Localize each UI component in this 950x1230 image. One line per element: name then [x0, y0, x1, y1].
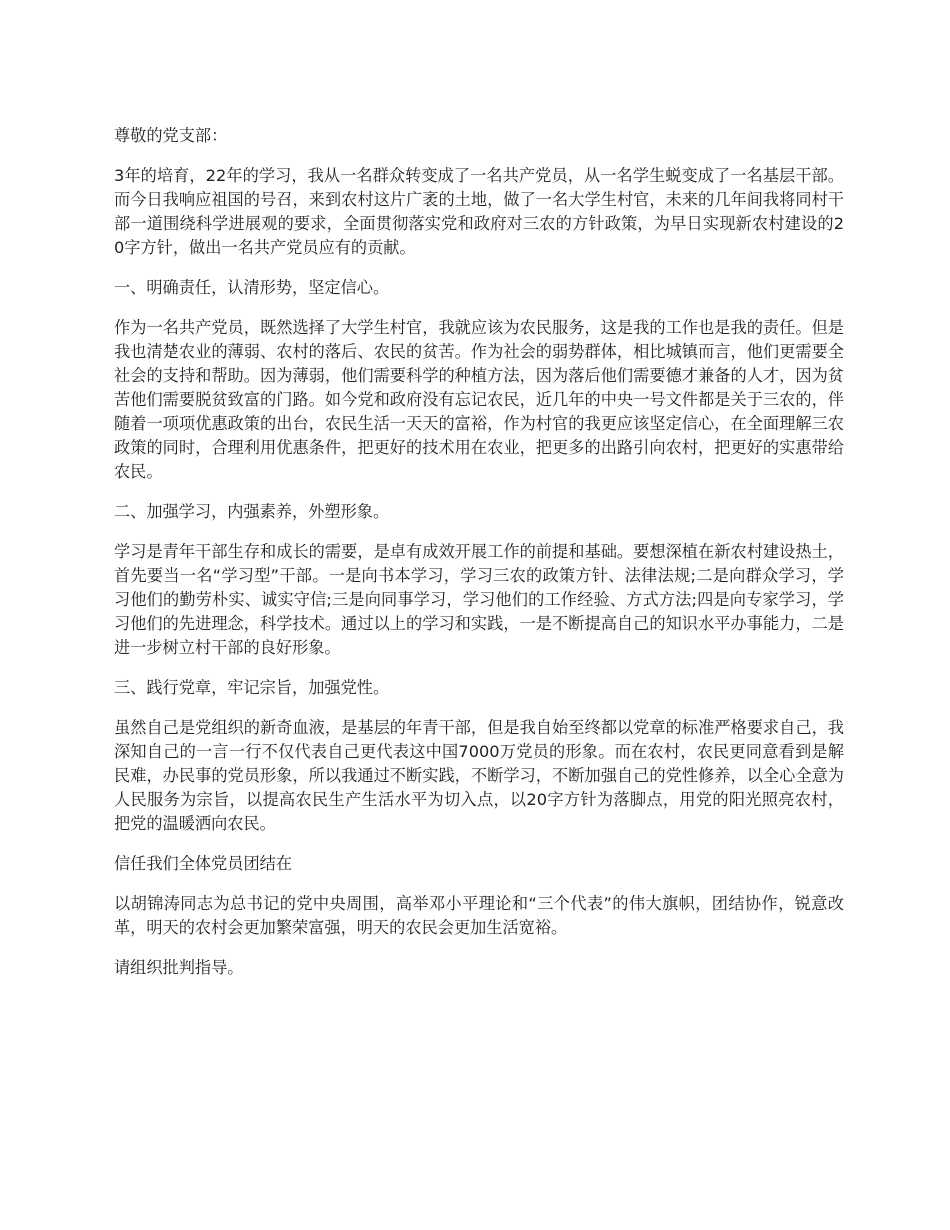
- section-3-paragraph: 虽然自己是党组织的新奇血液，是基层的年青干部，但是我自始至终都以党章的标准严格要求自己，我深知自己的一言一行不仅代表自己更代表这中国7000万党员的形象。而在农村，农民更同意看到是解民难，办民事的党员形象，所以我通过不断实践，不断学习，不断加强自己的党性修养，以全心全意为人民服务为宗旨，以提高农民生产生活水平为切入点，以20字方针为落脚点，用党的阳光照亮农村，把党的温暖洒向农民。: [114, 718, 844, 833]
- section-2-heading: 二、加强学习，内强素养，外塑形象。: [114, 502, 390, 521]
- section-1-heading: 一、明确责任，认清形势，坚定信心。: [114, 278, 390, 297]
- document-page: [114, 124, 844, 996]
- trust-line: 信任我们全体党员团结在: [114, 854, 293, 873]
- closing-paragraph: 以胡锦涛同志为总书记的党中央周围，高举邓小平理论和“三个代表”的伟大旗帜，团结协作，锐意改革，明天的农村会更加繁荣富强，明天的农民会更加生活宽裕。: [114, 894, 844, 937]
- salutation: 尊敬的党支部：: [114, 126, 228, 145]
- section-1-paragraph: 作为一名共产党员，既然选择了大学生村官，我就应该为农民服务，这是我的工作也是我的责任。但是我也清楚农业的薄弱、农村的落后、农民的贫苦。作为社会的弱势群体，相比城镇而言，他们更需要全社会的支持和帮助。因为薄弱，他们需要科学的种植方法，因为落后他们需要德才兼备的人才，因为贫苦他们需要脱贫致富的门路。如今党和政府没有忘记农民，近几年的中央一号文件都是关于三农的，伴随着一项项优惠政策的出台，农民生活一天天的富裕，作为村官的我更应该坚定信心，在全面理解三农政策的同时，合理利用优惠条件，把更好的技术用在农业，把更多的出路引向农村，把更好的实惠带给农民。: [114, 318, 844, 481]
- intro-paragraph: 3年的培育，22年的学习，我从一名群众转变成了一名共产党员，从一名学生蜕变成了一名基层干部。而今日我响应祖国的号召，来到农村这片广袤的土地，做了一名大学生村官，未来的几年间我将同村干部一道围绕科学进展观的要求，全面贯彻落实党和政府对三农的方针政策，为早日实现新农村建设的20字方针，做出一名共产党员应有的贡献。: [114, 166, 844, 257]
- signoff: 请组织批判指导。: [114, 958, 244, 977]
- section-3-heading: 三、践行党章，牢记宗旨，加强党性。: [114, 678, 390, 697]
- section-2-paragraph: 学习是青年干部生存和成长的需要，是卓有成效开展工作的前提和基础。要想深植在新农村建设热土，首先要当一名“学习型”干部。一是向书本学习，学习三农的政策方针、法律法规;二是向群众学习，学习他们的勤劳朴实、诚实守信;三是向同事学习，学习他们的工作经验、方式方法;四是向专家学习，学习他们的先进理念，科学技术。通过以上的学习和实践，一是不断提高自己的知识水平办事能力，二是进一步树立村干部的良好形象。: [114, 542, 844, 657]
